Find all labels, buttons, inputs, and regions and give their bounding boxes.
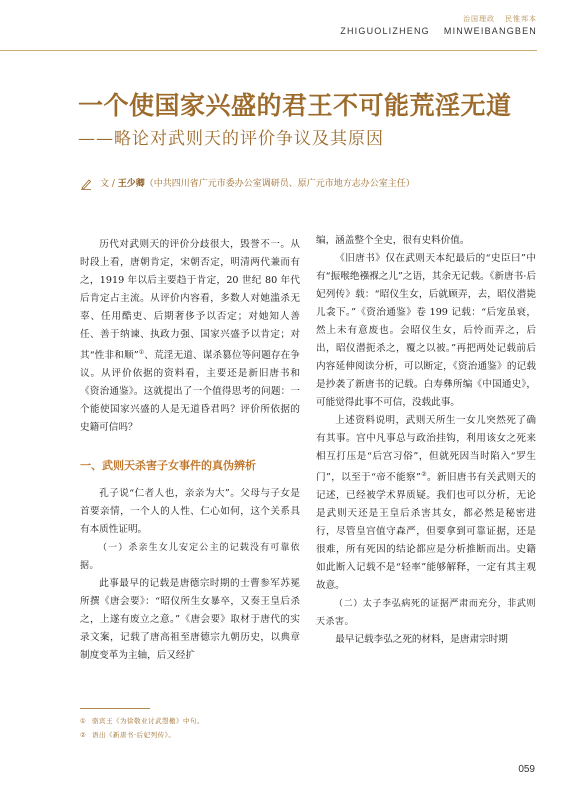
author-affiliation: （中共四川省广元市委办公室调研员、原广元市地方志办公室主任） <box>144 179 415 189</box>
running-header-en <box>326 26 537 36</box>
footnote-number: ① <box>80 717 87 725</box>
intro-text: 历代对武则天的评价分歧很大，毁誉不一。从时段上看，唐朝肯定，宋朝否定，明清两代兼而有之，1919 年以后主要趋于肯定，20 世纪 80 年代后肯定占主流。从评价内容看，多数人对她滥杀无辜、任用酷吏、后期奢侈予以否定；对她知人善任、善于纳谏、执政力强、国家兴盛予以肯定；对其“性非和顺” <box>80 239 300 362</box>
subheading-1: （一）杀亲生女儿安定公主的记载没有可靠依据。 <box>80 543 300 572</box>
author-name: 王少卿 <box>117 179 145 189</box>
author-line <box>80 176 415 190</box>
body-column-right <box>316 232 536 649</box>
header-rule <box>0 50 537 51</box>
section-heading-1: 一、武则天杀害子女事件的真伪辨析 <box>80 459 256 473</box>
intro-paragraph <box>80 236 300 437</box>
paragraph: 编，涵盖整个全史，很有史料价值。 <box>316 235 470 246</box>
running-header-zh <box>453 14 537 24</box>
subheading-2: （二）太子李弘病死的证据严肃而充分，非武则天杀害。 <box>316 599 536 628</box>
footnote-rule <box>80 708 150 709</box>
footnote-text: 骆宾王《为徐敬业讨武曌檄》中句。 <box>92 717 204 725</box>
footnote-1 <box>80 716 204 725</box>
header-en-part2: MINWEIBANGBEN <box>443 26 537 36</box>
footnote-ref-1[interactable]: ① <box>138 349 145 356</box>
page-number: 059 <box>518 764 535 775</box>
paragraph-with-footnote <box>316 412 536 595</box>
header-en-part1: ZHIGUOLIZHENG <box>340 26 430 36</box>
paragraph: 此事最早的记载是唐德宗时期的士曹参军苏冕所撰《唐会要》：“昭仪所生女暴卒，又奏王皇后杀之，上遂有废立之意。”《唐会要》取材于唐代的实录文案，记载了唐高祖至唐德宗九朝历史，以典章制度变革为主轴，后又经扩 <box>80 578 300 662</box>
paragraph: 最早记载李弘之死的材料，是唐肃宗时期 <box>335 634 508 646</box>
footnote-ref-2[interactable]: ② <box>420 471 427 478</box>
intro-text-rest: 、荒淫无道、谋杀篡位等问题存在争议。从评价依据的资料看，主要还是新旧唐书和《资治通鉴》。这就提出了一个值得思考的问题：一个能使国家兴盛的人是无道昏君吗？评价所依据的史籍可信吗？ <box>80 350 300 434</box>
footnote-2 <box>80 730 175 739</box>
body-column-left <box>80 236 300 665</box>
article-subtitle: ——略论对武则天的评价争议及其原因 <box>78 129 384 149</box>
header-zh-part1: 治国理政 <box>463 15 495 23</box>
footnote-text: 语出《新唐书·后妃列传》。 <box>92 731 176 739</box>
paragraph-text-rest: 。新旧唐书有关武则天的记述，已经被学术界质疑。我们也可以分析，无论是武则天还是王皇后杀害其女，都必然是秘密进行，尽管皇宫值守森严，但要拿到可靠证据，还是很难，所有死因的结论都应是分析推断而出。史籍如此断入记载不是“轻率”能够解释，一定有其主观故意。 <box>316 472 537 592</box>
author-prefix: 文 / <box>100 179 118 189</box>
paragraph: 孔子说“仁者人也，亲亲为大”。父母与子女是首要亲情，一个人的人性、仁心如何，这个关系具有本质性证明。 <box>80 488 300 536</box>
paragraph-text: 上述资料说明，武则天所生一女儿突然死了确有其事。宫中凡事总与政治挂钩，利用该女之死来相互打压是“后宫习俗”，但就死因当时陷入“罗生门”，以至于“帝不能察” <box>316 415 536 484</box>
pen-icon <box>80 178 92 190</box>
header-zh-part2: 民惟邦本 <box>505 15 537 23</box>
article-title: 一个使国家兴盛的君王不可能荒淫无道 <box>78 91 512 120</box>
paragraph: 《旧唐书》仅在武则天本纪最后的“史臣曰”中有“振喉绝襁褓之儿”之语，其余无记载。《新唐书·后妃列传》载：“昭仪生女，后就顾弄，去，昭仪潜毙儿衾下。”《资治通鉴》卷 199 记载：“后宠虽衰，然上未有意废也。会昭仪生女，后怜而弄之，后出，昭仪潜扼杀之，覆之以被。”再把两处记载前后内容延伸阅读分析，可以断定，《资治通鉴》的记载是抄袭了新唐书的记载。白寿彝所编《中国通史》，可能觉得此事不可信，没载此事。 <box>316 253 536 408</box>
footnote-number: ② <box>80 731 87 739</box>
